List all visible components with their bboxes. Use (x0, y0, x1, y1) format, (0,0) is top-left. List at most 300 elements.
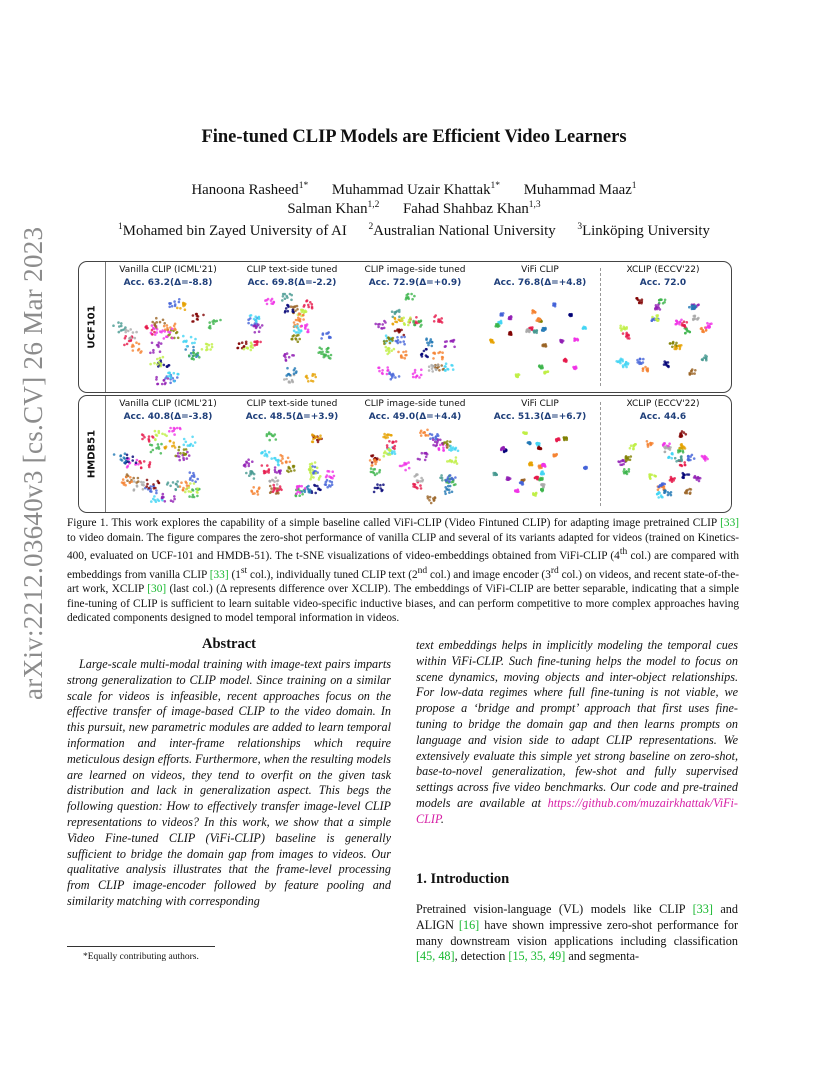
embedding-point (704, 357, 707, 360)
embedding-point (272, 491, 275, 494)
embedding-point (273, 487, 276, 490)
embedding-point (566, 439, 569, 442)
embedding-point (670, 491, 673, 494)
embedding-point (302, 318, 305, 321)
embedding-point (384, 450, 387, 453)
embedding-point (164, 330, 167, 333)
embedding-point (370, 467, 373, 470)
embedding-point (407, 296, 410, 299)
embedding-point (157, 481, 160, 484)
embedding-point (170, 499, 173, 502)
embedding-point (552, 453, 555, 456)
embedding-point (149, 352, 152, 355)
embedding-point (258, 330, 261, 333)
embedding-point (286, 367, 289, 370)
embedding-point (376, 472, 379, 475)
embedding-point (295, 495, 298, 498)
embedding-point (276, 490, 279, 493)
embedding-point (405, 350, 408, 353)
embedding-point (325, 481, 328, 484)
embedding-point (374, 487, 377, 490)
embedding-point (124, 335, 127, 338)
embedding-point (192, 351, 195, 354)
embedding-point (273, 457, 276, 460)
embedding-point (192, 346, 195, 349)
embedding-point (528, 463, 531, 466)
embedding-point (184, 491, 187, 494)
embedding-point (690, 369, 693, 372)
embedding-point (308, 469, 311, 472)
embedding-point (542, 327, 545, 330)
embedding-point (173, 380, 176, 383)
embedding-point (292, 309, 295, 312)
embedding-point (309, 471, 312, 474)
embedding-point (381, 373, 384, 376)
embedding-point (286, 352, 289, 355)
embedding-point (404, 357, 407, 360)
embedding-point (682, 477, 685, 480)
embedding-point (398, 311, 401, 314)
embedding-point (697, 477, 700, 480)
embedding-point (427, 497, 430, 500)
embedding-point (281, 457, 284, 460)
embedding-point (150, 451, 153, 454)
embedding-point (451, 491, 454, 494)
embedding-point (576, 338, 579, 341)
embedding-point (125, 460, 128, 463)
embedding-point (316, 485, 319, 488)
embedding-point (261, 324, 264, 327)
embedding-point (261, 452, 264, 455)
embedding-point (185, 448, 188, 451)
embedding-point (390, 349, 393, 352)
embedding-point (298, 331, 301, 334)
embedding-point (435, 368, 438, 371)
embedding-point (196, 318, 199, 321)
embedding-point (441, 442, 444, 445)
embedding-point (449, 474, 452, 477)
embedding-point (172, 481, 175, 484)
embedding-point (179, 428, 182, 431)
embedding-point (632, 444, 635, 447)
embedding-point (275, 438, 278, 441)
embedding-point (441, 356, 444, 359)
embedding-point (188, 495, 191, 498)
embedding-point (293, 321, 296, 324)
embedding-point (196, 491, 199, 494)
embedding-point (333, 475, 336, 478)
embedding-point (529, 442, 532, 445)
embedding-point (538, 364, 541, 367)
embedding-point (398, 316, 401, 319)
embedding-point (113, 453, 116, 456)
column-separator (600, 268, 601, 386)
embedding-point (412, 483, 415, 486)
embedding-point (320, 337, 323, 340)
embedding-point (142, 481, 145, 484)
column-accuracy: Acc. 51.3(Δ=+6.7) (493, 412, 587, 422)
embedding-point (311, 303, 314, 306)
embedding-point (253, 477, 256, 480)
embedding-point (410, 293, 413, 296)
embedding-point (528, 330, 531, 333)
embedding-point (621, 327, 624, 330)
embedding-point (381, 323, 384, 326)
embedding-point (168, 371, 171, 374)
figure-column (231, 396, 353, 512)
figure-column (602, 396, 724, 512)
embedding-point (291, 379, 294, 382)
embedding-point (132, 349, 135, 352)
embedding-point (680, 319, 683, 322)
embedding-point (447, 368, 450, 371)
embedding-point (657, 306, 660, 309)
embedding-point (525, 331, 528, 334)
embedding-point (701, 358, 704, 361)
embedding-point (191, 342, 194, 345)
embedding-point (189, 482, 192, 485)
embedding-point (319, 434, 322, 437)
citation-link[interactable]: [33] (720, 517, 739, 529)
embedding-point (238, 342, 241, 345)
embedding-point (196, 487, 199, 490)
embedding-point (259, 326, 262, 329)
embedding-point (166, 324, 169, 327)
author-line-1 (0, 181, 828, 199)
embedding-point (420, 487, 423, 490)
embedding-point (315, 472, 318, 475)
embedding-point (146, 483, 149, 486)
embedding-point (447, 476, 450, 479)
embedding-point (656, 493, 659, 496)
embedding-point (444, 345, 447, 348)
embedding-point (162, 319, 165, 322)
embedding-point (387, 453, 390, 456)
embedding-point (276, 471, 279, 474)
embedding-point (310, 476, 313, 479)
embedding-point (265, 299, 268, 302)
embedding-point (562, 340, 565, 343)
embedding-point (705, 327, 708, 330)
embedding-point (169, 485, 172, 488)
embedding-point (388, 434, 391, 437)
embedding-point (421, 480, 424, 483)
embedding-point (211, 343, 214, 346)
embedding-point (393, 348, 396, 351)
embedding-point (409, 316, 412, 319)
embedding-point (694, 305, 697, 308)
embedding-point (303, 304, 306, 307)
embedding-point (397, 351, 400, 354)
embedding-point (385, 349, 388, 352)
embedding-point (295, 338, 298, 341)
embedding-point (148, 464, 151, 467)
embedding-point (667, 366, 670, 369)
embedding-point (394, 317, 397, 320)
embedding-point (123, 344, 126, 347)
embedding-point (205, 349, 208, 352)
embedding-point (685, 328, 688, 331)
embedding-point (398, 375, 401, 378)
embedding-point (434, 497, 437, 500)
embedding-point (541, 344, 544, 347)
embedding-point (184, 348, 187, 351)
embedding-point (686, 492, 689, 495)
embedding-point (433, 316, 436, 319)
citation-link[interactable]: [33] (209, 568, 229, 581)
embedding-point (383, 343, 386, 346)
embedding-point (177, 452, 180, 455)
embedding-point (441, 479, 444, 482)
embedding-point (155, 321, 158, 324)
embedding-point (453, 346, 456, 349)
embedding-point (189, 471, 192, 474)
embedding-point (455, 456, 458, 459)
embedding-point (253, 318, 256, 321)
embedding-point (509, 331, 512, 334)
embedding-point (191, 488, 194, 491)
citation-link[interactable]: [33] (692, 902, 713, 916)
embedding-point (534, 330, 537, 333)
embedding-point (169, 375, 172, 378)
embedding-point (127, 330, 130, 333)
embedding-point (455, 447, 458, 450)
embedding-point (297, 327, 300, 330)
citation-link[interactable]: [15, 35, 49] (508, 949, 566, 964)
embedding-point (405, 354, 408, 357)
embedding-point (250, 349, 253, 352)
embedding-point (397, 339, 400, 342)
embedding-point (385, 334, 388, 337)
embedding-point (148, 435, 151, 438)
embedding-point (142, 488, 145, 491)
embedding-point (436, 440, 439, 443)
embedding-point (544, 465, 547, 468)
embedding-point (449, 445, 452, 448)
embedding-point (419, 431, 422, 434)
tsne-scatter (483, 292, 597, 386)
embedding-point (532, 494, 535, 497)
embedding-point (129, 328, 132, 331)
embedding-point (273, 301, 276, 304)
embedding-point (400, 336, 403, 339)
embedding-point (164, 500, 167, 503)
embedding-point (629, 447, 632, 450)
embedding-point (280, 460, 283, 463)
embedding-point (386, 434, 389, 437)
embedding-point (394, 452, 397, 455)
embedding-point (684, 464, 687, 467)
embedding-point (642, 367, 645, 370)
embedding-point (167, 375, 170, 378)
embedding-point (664, 362, 667, 365)
embedding-point (304, 487, 307, 490)
embedding-point (169, 427, 172, 430)
embedding-point (404, 469, 407, 472)
embedding-point (166, 336, 169, 339)
embedding-point (499, 321, 502, 324)
embedding-point (448, 481, 451, 484)
embedding-point (327, 331, 330, 334)
embedding-point (138, 343, 141, 346)
embedding-point (440, 364, 443, 367)
citation-link[interactable]: [30] (147, 582, 167, 595)
embedding-point (387, 347, 390, 350)
embedding-point (129, 476, 132, 479)
embedding-point (655, 306, 658, 309)
embedding-point (425, 355, 428, 358)
embedding-point (135, 331, 138, 334)
embedding-point (692, 308, 695, 311)
embedding-point (164, 447, 167, 450)
embedding-point (163, 337, 166, 340)
embedding-point (518, 374, 521, 377)
embedding-point (428, 365, 431, 368)
embedding-point (192, 320, 195, 323)
embedding-point (371, 464, 374, 467)
embedding-point (179, 307, 182, 310)
embedding-point (163, 325, 166, 328)
embedding-point (309, 463, 312, 466)
embedding-point (701, 329, 704, 332)
embedding-point (293, 469, 296, 472)
embedding-point (450, 364, 453, 367)
embedding-point (318, 437, 321, 440)
embedding-point (253, 341, 256, 344)
embedding-point (142, 484, 145, 487)
embedding-point (445, 362, 448, 365)
embedding-point (431, 367, 434, 370)
embedding-point (137, 477, 140, 480)
embedding-point (383, 340, 386, 343)
embedding-point (178, 446, 181, 449)
embedding-point (196, 313, 199, 316)
embedding-point (555, 453, 558, 456)
embedding-point (269, 491, 272, 494)
embedding-point (403, 343, 406, 346)
embedding-point (680, 432, 683, 435)
embedding-point (174, 305, 177, 308)
figure-column (231, 262, 353, 392)
figure-column (354, 262, 476, 392)
embedding-point (691, 454, 694, 457)
embedding-point (421, 353, 424, 356)
embedding-point (289, 374, 292, 377)
embedding-point (709, 323, 712, 326)
embedding-point (674, 457, 677, 460)
embedding-point (649, 442, 652, 445)
embedding-point (642, 358, 645, 361)
embedding-point (625, 460, 628, 463)
embedding-point (245, 347, 248, 350)
embedding-point (388, 338, 391, 341)
embedding-point (682, 472, 685, 475)
embedding-point (298, 338, 301, 341)
author: Salman Khan$^{1,2}$ (287, 200, 380, 217)
embedding-point (418, 376, 421, 379)
embedding-point (646, 440, 649, 443)
embedding-point (679, 348, 682, 351)
embedding-point (664, 451, 667, 454)
embedding-point (154, 430, 157, 433)
embedding-point (490, 339, 493, 342)
embedding-point (160, 443, 163, 446)
embedding-point (154, 333, 157, 336)
tsne-scatter (111, 426, 225, 506)
embedding-point (157, 383, 160, 386)
embedding-point (288, 381, 291, 384)
column-title: Vanilla CLIP (ICML'21) (119, 265, 217, 275)
embedding-point (691, 372, 694, 375)
embedding-point (660, 484, 663, 487)
embedding-point (182, 341, 185, 344)
embedding-point (132, 477, 135, 480)
embedding-point (708, 326, 711, 329)
embedding-point (299, 318, 302, 321)
column-title: CLIP image-side tuned (364, 265, 466, 275)
embedding-point (300, 329, 303, 332)
embedding-point (657, 496, 660, 499)
embedding-point (173, 324, 176, 327)
embedding-point (284, 356, 287, 359)
column-accuracy: Acc. 72.9(Δ=+0.9) (368, 278, 462, 288)
embedding-point (277, 461, 280, 464)
embedding-point (193, 496, 196, 499)
column-title: XCLIP (ECCV'22) (626, 265, 700, 275)
citation-link[interactable]: [16] (458, 917, 480, 932)
column-title: XCLIP (ECCV'22) (626, 399, 700, 409)
embedding-point (259, 341, 262, 344)
embedding-point (196, 478, 199, 481)
embedding-point (155, 492, 158, 495)
embedding-point (619, 325, 622, 328)
embedding-point (626, 473, 629, 476)
embedding-point (379, 487, 382, 490)
embedding-point (180, 481, 183, 484)
embedding-point (301, 310, 304, 313)
embedding-point (275, 492, 278, 495)
embedding-point (155, 378, 158, 381)
embedding-point (135, 461, 138, 464)
embedding-point (156, 363, 159, 366)
embedding-point (152, 351, 155, 354)
figure-column (602, 262, 724, 392)
embedding-point (534, 477, 537, 480)
embedding-point (283, 378, 286, 381)
embedding-point (452, 368, 455, 371)
embedding-point (298, 494, 301, 497)
citation-link[interactable]: [45, 48] (416, 949, 455, 964)
embedding-point (383, 320, 386, 323)
embedding-point (158, 432, 161, 435)
embedding-point (122, 478, 125, 481)
embedding-point (188, 490, 191, 493)
embedding-point (331, 470, 334, 473)
embedding-point (188, 444, 191, 447)
column-accuracy: Acc. 49.0(Δ=+4.4) (368, 412, 462, 422)
code-link[interactable]: https://github.com/muzairkhattak/ViFi-CLIP (416, 795, 738, 826)
embedding-point (167, 481, 170, 484)
embedding-point (165, 435, 168, 438)
embedding-point (193, 475, 196, 478)
embedding-point (247, 318, 250, 321)
embedding-point (671, 453, 674, 456)
embedding-point (622, 463, 625, 466)
embedding-point (161, 433, 164, 436)
embedding-point (129, 482, 132, 485)
embedding-point (153, 362, 156, 365)
embedding-point (295, 331, 298, 334)
